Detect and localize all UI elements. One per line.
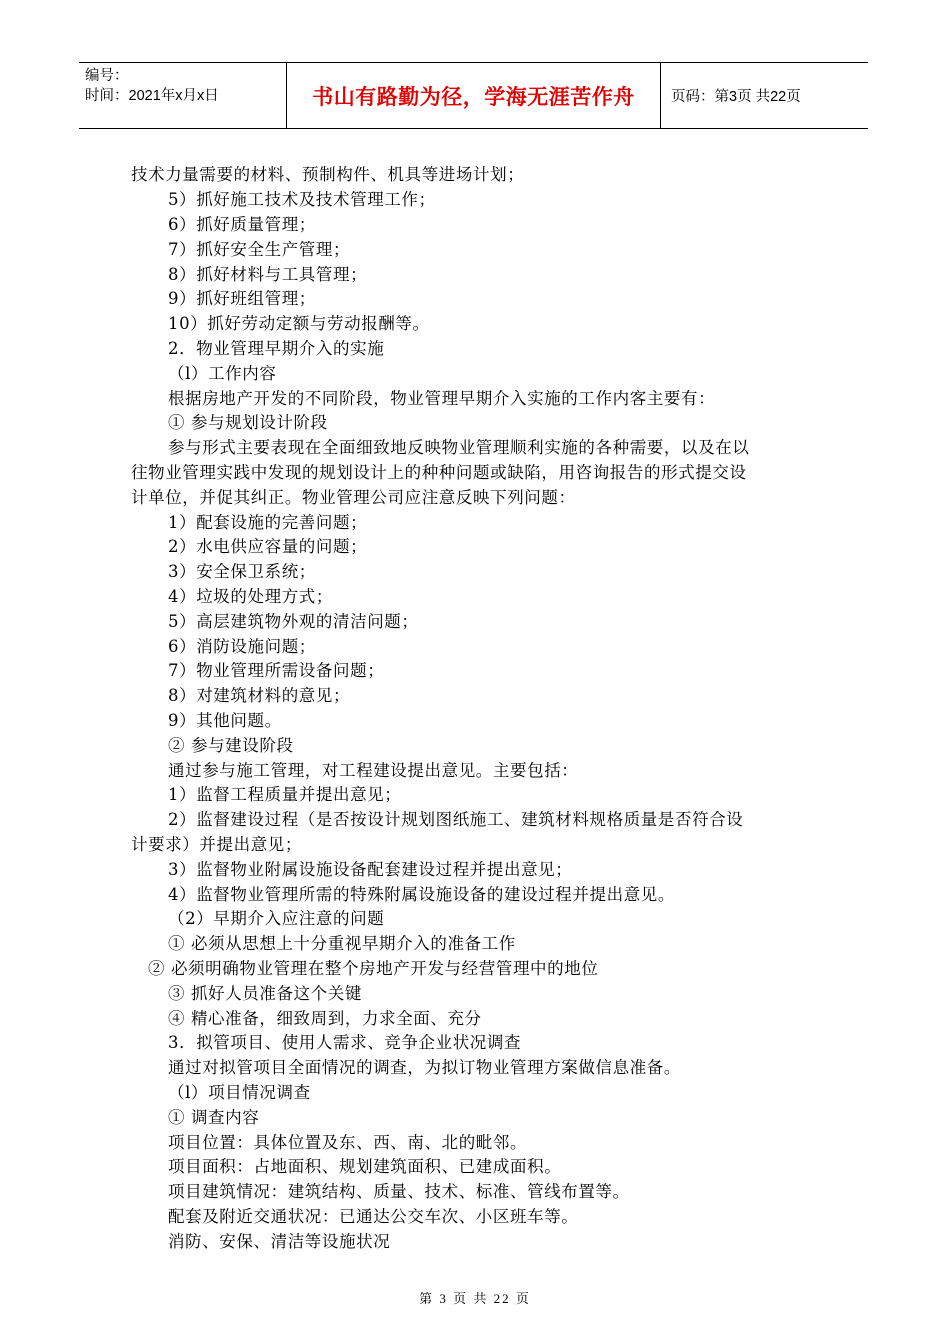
text-line: 8）抓好材料与工具管理； bbox=[168, 265, 368, 284]
header-meta-cell bbox=[79, 63, 287, 129]
page-footer: 第 3 页 共 22 页 bbox=[419, 1291, 531, 1306]
subsection-heading: （l）工作内容 bbox=[168, 364, 277, 383]
text-line: ② 参与建设阶段 bbox=[168, 736, 294, 755]
text-line: 2）监督建设过程（是否按设计规划图纸施工、建筑材料规格质量是否符合设 bbox=[168, 810, 744, 829]
text-line: 1）配套设施的完善问题； bbox=[168, 513, 368, 532]
text-line: 4）垃圾的处理方式； bbox=[168, 587, 333, 606]
page-header bbox=[79, 62, 868, 129]
text-line: ② 必须明确物业管理在整个房地产开发与经营管理中的地位 bbox=[148, 959, 599, 978]
text-line: 4）监督物业管理所需的特殊附属设施设备的建设过程并提出意见。 bbox=[168, 885, 675, 904]
text-line: 6）抓好质量管理； bbox=[168, 215, 316, 234]
document-date-label: 时间：2021年x月x日 bbox=[85, 88, 219, 104]
text-line: 通过对拟管项目全面情况的调查，为拟订物业管理方案做信息准备。 bbox=[168, 1058, 681, 1077]
text-line: 技术力量需要的材料、预制构件、机具等进场计划； bbox=[131, 165, 525, 184]
text-line: 3）安全保卫系统； bbox=[168, 562, 316, 581]
text-line: 2）水电供应容量的问题； bbox=[168, 537, 368, 556]
text-line: 5）抓好施工技术及技术管理工作； bbox=[168, 190, 436, 209]
document-number-label: 编号： bbox=[85, 68, 129, 84]
text-line: 往物业管理实践中发现的规划设计上的种种问题或缺陷，用咨询报告的形式提交设 bbox=[131, 463, 747, 482]
text-line: 3）监督物业附属设施设备配套建设过程并提出意见； bbox=[168, 860, 573, 879]
text-line: 根据房地产开发的不同阶段，物业管理早期介入实施的工作内客主要有： bbox=[168, 389, 716, 408]
text-line: 消防、安保、清洁等设施状况 bbox=[168, 1232, 391, 1251]
text-line: 8）对建筑材料的意见； bbox=[168, 686, 351, 705]
text-line: ① 参与规划设计阶段 bbox=[168, 413, 328, 432]
subsection-heading: （l）项目情况调查 bbox=[168, 1083, 311, 1102]
text-line: 项目建筑情况：建筑结构、质量、技术、标准、管线布置等。 bbox=[168, 1182, 630, 1201]
text-line: ① 调查内容 bbox=[168, 1108, 260, 1127]
text-line: ③ 抓好人员准备这个关键 bbox=[168, 984, 362, 1003]
text-line: ① 必须从思想上十分重视早期介入的准备工作 bbox=[168, 934, 516, 953]
text-line: 通过参与施工管理，对工程建设提出意见。主要包括： bbox=[168, 761, 579, 780]
text-line: 计要求）并提出意见； bbox=[131, 835, 302, 854]
text-line: 10）抓好劳动定额与劳动报酬等。 bbox=[168, 314, 430, 333]
header-page-indicator: 页码：第3页 共22页 bbox=[661, 63, 869, 129]
section-heading: 3．拟管项目、使用人需求、竞争企业状况调查 bbox=[168, 1033, 522, 1052]
text-line: ④ 精心准备，细致周到，力求全面、充分 bbox=[168, 1009, 482, 1028]
text-line: 项目面积：占地面积、规划建筑面积、已建成面积。 bbox=[168, 1157, 562, 1176]
text-line: 1）监督工程质量并提出意见； bbox=[168, 785, 402, 804]
text-line: 参与形式主要表现在全面细致地反映物业管理顺利实施的各种需要，以及在以 bbox=[168, 438, 750, 457]
text-line: 5）高层建筑物外观的清洁问题； bbox=[168, 612, 419, 631]
text-line: 6）消防设施问题； bbox=[168, 637, 316, 656]
header-motto: 书山有路勤为径，学海无涯苦作舟 bbox=[287, 63, 661, 129]
text-line: 计单位，并促其纠正。物业管理公司应注意反映下列问题： bbox=[131, 488, 576, 507]
text-line: 9）抓好班组管理； bbox=[168, 289, 316, 308]
text-line: 项目位置：具体位置及东、西、南、北的毗邻。 bbox=[168, 1133, 528, 1152]
section-heading: 2．物业管理早期介入的实施 bbox=[168, 339, 385, 358]
text-line: 9）其他问题。 bbox=[168, 711, 282, 730]
text-line: 7）物业管理所需设备问题； bbox=[168, 661, 385, 680]
text-line: 7）抓好安全生产管理； bbox=[168, 240, 351, 259]
text-line: 配套及附近交通状况：已通达公交车次、小区班车等。 bbox=[168, 1207, 579, 1226]
subsection-heading: （2）早期介入应注意的问题 bbox=[168, 909, 385, 928]
